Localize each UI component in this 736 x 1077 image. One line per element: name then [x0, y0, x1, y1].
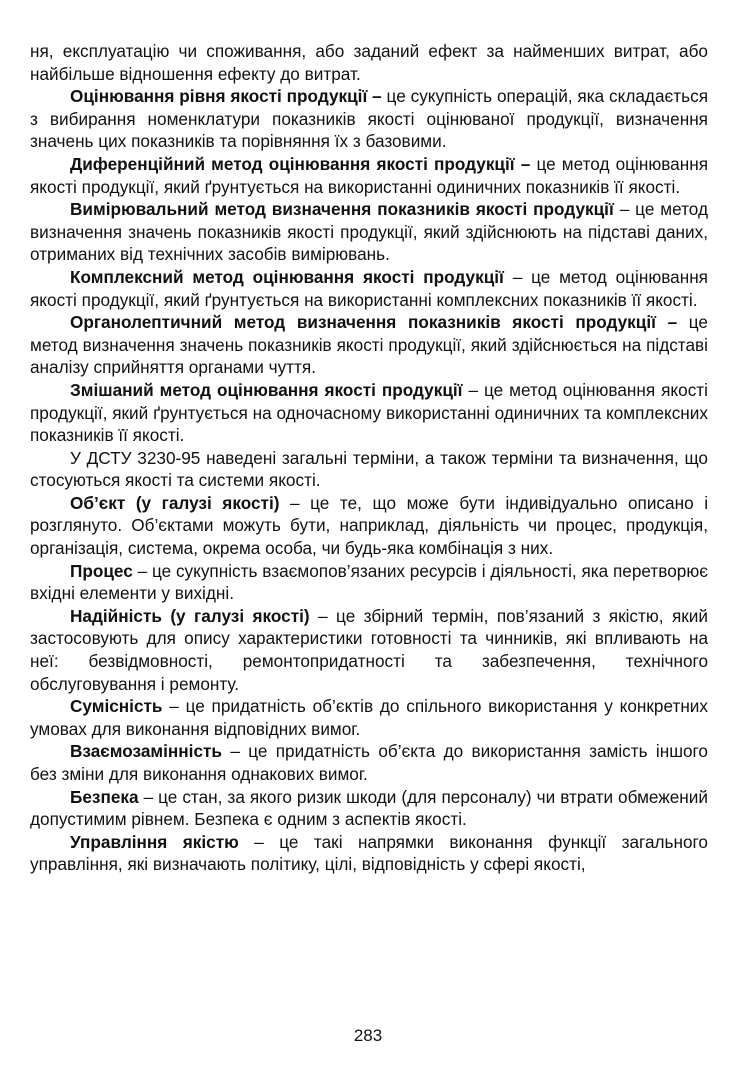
defined-term: Безпека	[70, 786, 139, 807]
definition-text: – це такі напрямки виконання функції загального управління, які визначають політику, цілі, відповідність у сфері якості,	[30, 831, 708, 875]
defined-term: Диференційний метод оцінювання якості продукції –	[70, 153, 531, 174]
defined-term: Органолептичний метод визначення показників якості продукції –	[70, 312, 678, 333]
paragraph-continuation	[30, 40, 708, 85]
definition-text: – це придатність об’єкта до використання замість іншого без зміни для виконання однакових вимог.	[30, 741, 708, 784]
defined-term: Комплексний метод оцінювання якості продукції	[70, 266, 504, 287]
definition-text: – це метод оцінювання якості продукції, який ґрунтується на одночасному використанні одиничних та комплексних показників її якості.	[30, 379, 708, 446]
definition-paragraph	[30, 492, 708, 560]
definition-paragraph	[30, 740, 708, 785]
definition-text: – це те, що може бути індивідуально описано і розглянуто. Об’єктами можуть бути, наприклад, діяльність чи процес, продукція, організація, система, окрема особа, чи будь-яка комбінація з них.	[30, 492, 709, 559]
definition-text: це метод визначення значень показників якості продукції, який здійснюється на підставі аналізу сприйняття органами чуття.	[30, 312, 708, 378]
defined-term: Сумісність	[70, 696, 163, 717]
definition-text: це сукупність операцій, яка складається з вибирання номенклатури показників якості оцінюваної продукції, визначення значень цих показників та порівняння їх з базовими.	[30, 86, 709, 152]
definition-text: – це збірний термін, пов’язаний з якістю, який застосовують для опису характеристики готовності та чинників, які впливають на неї: безвідмовності, ремонтопридатності та забезпечення, технічного обслуговування і ремонту.	[30, 605, 708, 694]
definition-text: – це метод оцінювання якості продукції, який ґрунтується на використанні комплексних показників її якості.	[30, 266, 708, 310]
definition-paragraph	[30, 695, 708, 740]
defined-term: Взаємозамінність	[70, 741, 222, 762]
defined-term: Вимірювальний метод визначення показників якості продукції	[70, 199, 614, 220]
definition-paragraph	[30, 311, 708, 379]
defined-term: Об’єкт (у галузі якості)	[70, 492, 280, 513]
paragraph-text: У ДСТУ 3230-95 наведені загальні терміни, а також терміни та визначення, що стосуються якості та системи якості.	[30, 447, 708, 491]
definition-paragraph	[30, 605, 708, 695]
definition-text: – це метод визначення значень показників якості продукції, який здійснюють на підставі даних, отриманих від технічних засобів вимірювань.	[30, 199, 708, 265]
definition-paragraph	[30, 153, 708, 198]
defined-term: Управління якістю	[70, 831, 239, 852]
definition-paragraph	[30, 560, 708, 605]
definition-text: – це придатність об’єктів до спільного використання у конкретних умовах для виконання відповідних вимог.	[30, 696, 708, 739]
defined-term: Змішаний метод оцінювання якості продукції	[70, 379, 463, 400]
definition-paragraph	[30, 831, 708, 876]
definition-text: – це стан, за якого ризик шкоди (для персоналу) чи втрати обмежений допустимим рівнем. Безпека є одним з аспектів якості.	[30, 786, 708, 830]
defined-term: Оцінювання рівня якості продукції –	[70, 86, 382, 107]
definition-paragraph	[30, 266, 708, 311]
definition-paragraph	[30, 198, 708, 266]
standard-reference-paragraph	[30, 447, 708, 492]
defined-term: Надійність (у галузі якості)	[70, 605, 310, 626]
page-number: 283	[353, 1026, 383, 1045]
page-body	[30, 40, 708, 876]
definition-paragraph	[30, 786, 708, 831]
definition-text: – це сукупність взаємопов’язаних ресурсів і діяльності, яка перетворює вхідні елементи у вихідні.	[30, 560, 708, 604]
paragraph-text: ня, експлуатацію чи споживання, або заданий ефект за найменших витрат, або найбільше відношення ефекту до витрат.	[30, 41, 708, 84]
defined-term: Процес	[70, 560, 133, 581]
definition-paragraph	[30, 379, 708, 447]
definition-paragraph	[30, 85, 708, 153]
definition-text: це метод оцінювання якості продукції, який ґрунтується на використанні одиничних показників її якості.	[30, 153, 708, 197]
